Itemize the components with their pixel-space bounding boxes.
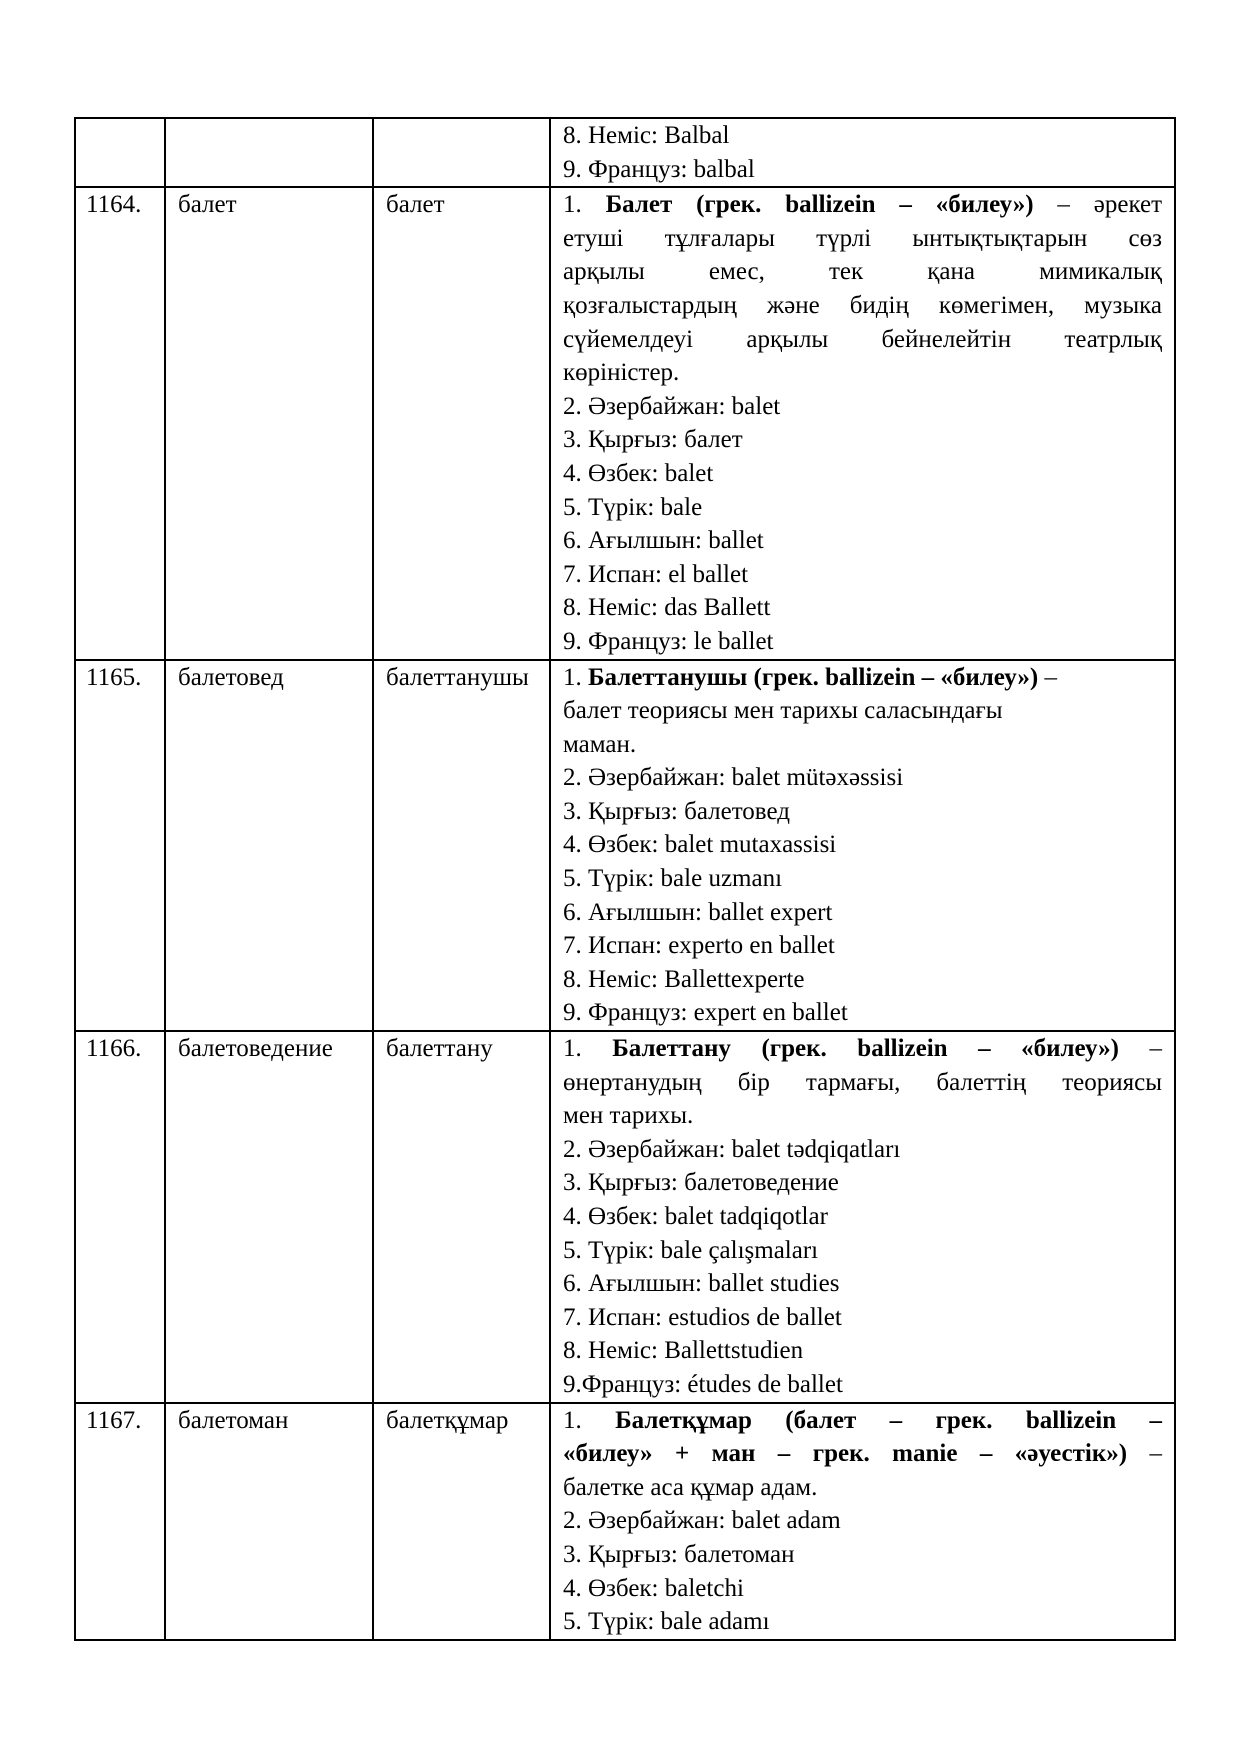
definition-cell [550, 1031, 1175, 1403]
definition-text: арқылы емес, тек қана мимикалық [563, 258, 1162, 286]
definition-text: балет теориясы мен тарихы саласындағы [563, 697, 1003, 725]
definition-line [563, 929, 1162, 963]
table-row [75, 118, 1175, 187]
definition-text: 6. Ағылшын: ballet [563, 527, 764, 555]
definition-number: 1. [563, 191, 606, 219]
definition-line [563, 1404, 1162, 1438]
definition-line [563, 222, 1162, 256]
definition-text: 6. Ағылшын: ballet expert [563, 898, 833, 926]
definition-text: – [1038, 663, 1057, 691]
definition-cell [550, 187, 1175, 659]
kazakh-term: балетқұмар [373, 1403, 550, 1640]
definition-text: 8. Неміс: das Ballett [563, 594, 771, 622]
definition-text: 2. Әзербайжан: balet [563, 392, 781, 420]
definition-line [563, 1437, 1162, 1471]
kazakh-term: балеттанушы [373, 660, 550, 1032]
definition-term-bold: «билеу» + ман – грек. manie – «әуестік») [563, 1440, 1128, 1468]
definition-line [563, 996, 1162, 1030]
definition-line [563, 1166, 1162, 1200]
definition-term-bold: Балеттану (грек. ballizein – «билеу») [612, 1035, 1119, 1063]
definition-line [563, 591, 1162, 625]
definition-term-bold: Балеттанушы (грек. ballizein – «билеу») [588, 663, 1039, 691]
definition-text: 3. Қырғыз: балетоман [563, 1540, 795, 1568]
definition-line [563, 1301, 1162, 1335]
definition-line [563, 524, 1162, 558]
definition-line [563, 828, 1162, 862]
definition-text: сүйемелдеуі арқылы бейнелейтін театрлық [563, 325, 1162, 353]
definition-text: етуші тұлғалары түрлі ынтықтықтарын сөз [563, 224, 1162, 252]
definition-text: 3. Қырғыз: балетовед [563, 797, 790, 825]
definition-line [563, 795, 1162, 829]
entry-number: 1167. [75, 1403, 165, 1640]
definition-text: қозғалыстардың және бидің көмегімен, музыка [563, 291, 1162, 319]
definition-line [563, 1234, 1162, 1268]
definition-text: 8. Неміс: Ballettexperte [563, 965, 805, 993]
definition-line [563, 558, 1162, 592]
kazakh-term [373, 118, 550, 187]
definition-text: – [1118, 1035, 1163, 1063]
table-row [75, 1031, 1175, 1403]
definition-line [563, 119, 1162, 153]
definition-text: 4. Өзбек: baletchi [563, 1574, 744, 1602]
definition-text: 8. Неміс: Balbal [563, 122, 730, 149]
definition-line [563, 1538, 1162, 1572]
definition-text: 9. Француз: balbal [563, 155, 755, 183]
definition-text: 5. Түрік: bale uzmanı [563, 865, 783, 893]
definition-cell [550, 1403, 1175, 1640]
definition-text: 9. Француз: le ballet [563, 627, 774, 655]
definition-line [563, 1267, 1162, 1301]
definition-text: 7. Испан: experto en ballet [563, 932, 835, 960]
definition-text: 4. Өзбек: balet [563, 459, 714, 487]
definition-text: балетке аса құмар адам. [563, 1473, 818, 1501]
definition-term-bold: Балетқұмар (балет – грек. ballizein – [615, 1406, 1163, 1434]
table-row [75, 660, 1175, 1032]
definition-line [563, 289, 1162, 323]
definition-line [563, 457, 1162, 491]
definition-line [563, 255, 1162, 289]
russian-term: балет [165, 187, 373, 659]
definition-line [563, 423, 1162, 457]
definition-line [563, 661, 1162, 695]
definition-text: – [1127, 1440, 1163, 1468]
definition-text: 3. Қырғыз: балетоведение [563, 1169, 839, 1197]
definition-line [563, 625, 1162, 659]
kazakh-term: балет [373, 187, 550, 659]
russian-term: балетовед [165, 660, 373, 1032]
russian-term: балетоман [165, 1403, 373, 1640]
definition-text: мен тарихы. [563, 1102, 694, 1130]
definition-line [563, 761, 1162, 795]
definition-line [563, 862, 1162, 896]
definition-line [563, 390, 1162, 424]
table-row [75, 1403, 1175, 1640]
definition-line [563, 1133, 1162, 1167]
dictionary-table-body [75, 118, 1175, 1640]
definition-text: 3. Қырғыз: балет [563, 426, 743, 454]
definition-text: 7. Испан: el ballet [563, 560, 749, 588]
definition-text: 2. Әзербайжан: balet tədqiqatları [563, 1135, 901, 1163]
definition-text: – әрекет [1033, 191, 1162, 219]
definition-text: 5. Түрік: bale [563, 493, 703, 521]
definition-number: 1. [563, 663, 588, 691]
definition-text: көріністер. [563, 359, 680, 387]
definition-line [563, 1066, 1162, 1100]
definition-text: маман. [563, 730, 637, 758]
dictionary-table [74, 117, 1176, 1641]
definition-line [563, 1471, 1162, 1505]
table-row [75, 187, 1175, 659]
definition-line [563, 1605, 1162, 1639]
definition-line [563, 153, 1162, 187]
definition-cell [550, 118, 1175, 187]
definition-line [563, 491, 1162, 525]
definition-line [563, 356, 1162, 390]
definition-text: 5. Түрік: bale çalışmaları [563, 1236, 819, 1264]
definition-number: 1. [563, 1406, 616, 1434]
entry-number: 1165. [75, 660, 165, 1032]
definition-text: 8. Неміс: Ballettstudien [563, 1337, 804, 1365]
definition-line [563, 963, 1162, 997]
definition-text: 2. Әзербайжан: balet mütəxəssisi [563, 764, 904, 792]
entry-number: 1164. [75, 187, 165, 659]
definition-text: 4. Өзбек: balet tadqiqotlar [563, 1203, 828, 1230]
russian-term: балетоведение [165, 1031, 373, 1403]
definition-line [563, 1200, 1162, 1234]
definition-text: 2. Әзербайжан: balet adam [563, 1507, 841, 1535]
definition-line [563, 1099, 1162, 1133]
definition-text: 4. Өзбек: balet mutaxassisi [563, 831, 837, 859]
definition-term-bold: Балет (грек. ballizein – «билеу») [605, 191, 1034, 219]
definition-text: 9.Француз: études de ballet [563, 1370, 843, 1398]
definition-line [563, 1032, 1162, 1066]
definition-text: 5. Түрік: bale adamı [563, 1608, 770, 1636]
entry-number [75, 118, 165, 187]
definition-text: 9. Француз: expert en ballet [563, 999, 848, 1027]
russian-term [165, 118, 373, 187]
definition-line [563, 1334, 1162, 1368]
definition-line [563, 1368, 1162, 1402]
entry-number: 1166. [75, 1031, 165, 1403]
definition-line [563, 694, 1162, 728]
definition-line [563, 728, 1162, 762]
definition-line [563, 323, 1162, 357]
definition-line [563, 896, 1162, 930]
definition-text: өнертанудың бір тармағы, балеттің теориясы [563, 1068, 1162, 1096]
definition-cell [550, 660, 1175, 1032]
definition-text: 7. Испан: estudios de ballet [563, 1303, 842, 1331]
definition-number: 1. [563, 1035, 613, 1063]
kazakh-term: балеттану [373, 1031, 550, 1403]
definition-line [563, 1572, 1162, 1606]
definition-line [563, 188, 1162, 222]
definition-line [563, 1504, 1162, 1538]
definition-text: 6. Ағылшын: ballet studies [563, 1270, 840, 1298]
